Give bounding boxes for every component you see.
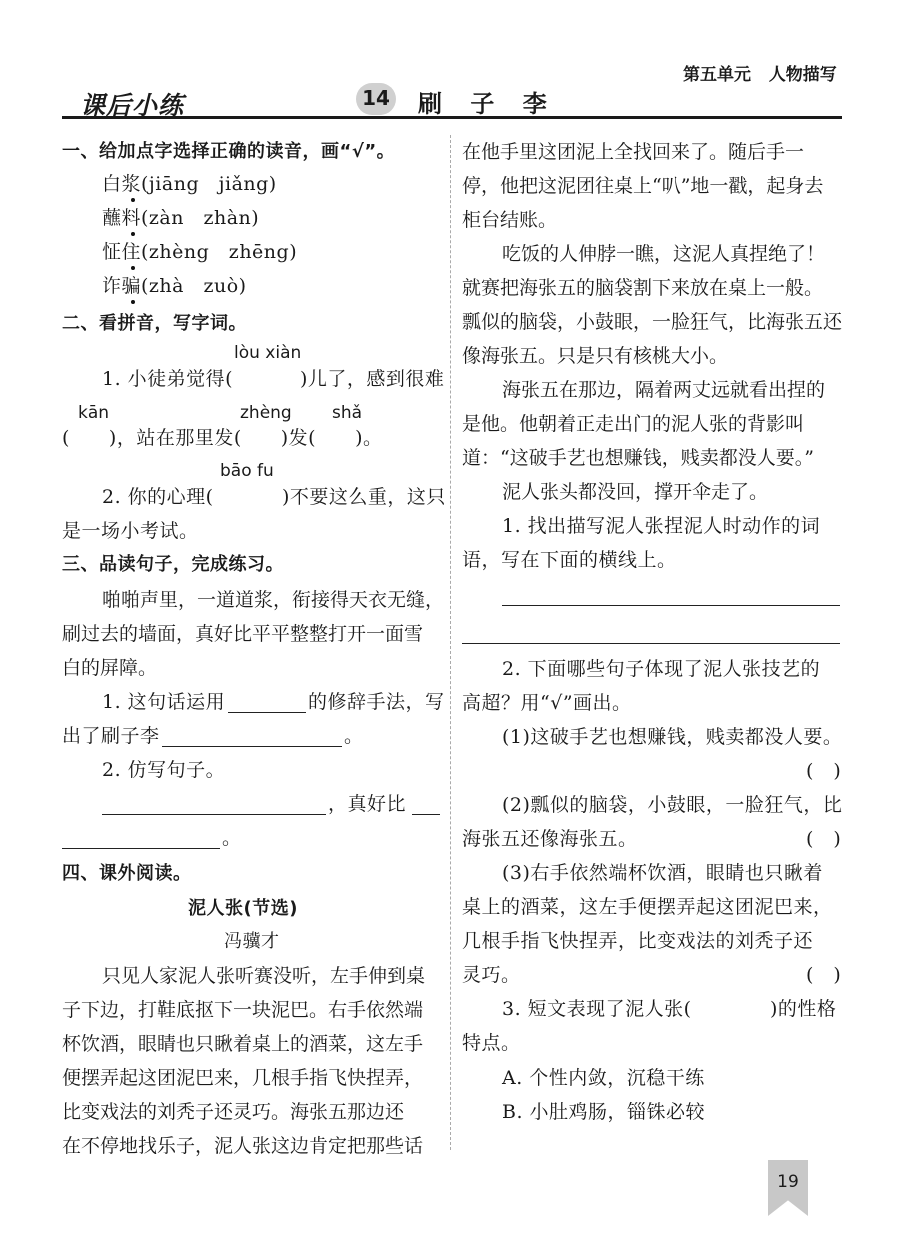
q2-title: 二、看拼音，写字词。 xyxy=(62,313,247,334)
q4-title: 四、课外阅读。 xyxy=(62,863,192,884)
choice-b[interactable]: B. 小肚鸡肠，锱铢必较 xyxy=(502,1101,706,1123)
r-opt2-paren[interactable]: ( ) xyxy=(806,828,842,850)
answer-blank[interactable] xyxy=(412,814,440,815)
q3-item1-d: 。 xyxy=(344,725,364,747)
column-divider xyxy=(450,135,451,1150)
pinyin-bao-fu: bāo fu xyxy=(220,461,274,481)
answer-line[interactable] xyxy=(502,605,840,606)
answer-line[interactable] xyxy=(462,643,840,644)
r-q3-a: 3. 短文表现了泥人张( xyxy=(502,998,692,1020)
story-author: 冯骥才 xyxy=(224,931,280,952)
story-cont-3: 柜台结账。 xyxy=(462,209,558,231)
r-q2-line-2: 高超？用“√”画出。 xyxy=(462,692,632,714)
q2-s2-b: )不要这么重，这只 xyxy=(282,486,446,508)
r-q2-line-1: 2. 下面哪些句子体现了泥人张技艺的 xyxy=(502,658,821,680)
unit-topic: 人物描写 xyxy=(768,65,837,85)
answer-blank[interactable] xyxy=(162,746,342,747)
q2-s1-c: ( )，站在那里发( )发( )。 xyxy=(62,427,383,449)
q3-item1-a: 1. 这句话运用 xyxy=(102,691,226,713)
q3-item2-mid: ，真好比 xyxy=(328,793,407,815)
unit-label xyxy=(683,60,837,85)
answer-blank[interactable] xyxy=(228,712,306,713)
emphasis-dot xyxy=(131,266,135,270)
story-cont-1: 在他手里这团泥上全找回来了。随后手一 xyxy=(462,141,805,163)
story-line-1: 只见人家泥人张听赛没听，左手伸到桌 xyxy=(102,965,426,987)
q1-item-2: 蘸料(zàn zhàn) xyxy=(102,207,260,229)
q1-item-1: 白浆(jiāng jiǎng) xyxy=(102,173,277,195)
story-line-5: 比变戏法的刘秃子还灵巧。海张五那边还 xyxy=(62,1101,405,1123)
r-opt1-paren[interactable]: ( ) xyxy=(806,760,842,782)
q2-s2-a: 2. 你的心理( xyxy=(102,486,214,508)
q3-passage-line-1: 啪啪声里，一道道浆，衔接得天衣无缝， xyxy=(102,589,445,611)
lesson-number: 14 xyxy=(362,86,390,110)
story-line-4: 便摆弄起这团泥巴来，几根手指飞快捏弄， xyxy=(62,1067,424,1089)
r-opt2-line-1: (2)瓢似的脑袋，小鼓眼，一脸狂气，比 xyxy=(502,794,843,816)
q2-s1-a: 1. 小徒弟觉得( xyxy=(102,368,234,390)
story-cont-2: 停，他把这泥团往桌上“叭”地一戳，起身去 xyxy=(462,175,824,197)
story-cont-4: 吃饭的人伸脖一瞧，这泥人真捏绝了！ xyxy=(502,243,826,265)
q1-item-4: 诈骗(zhà zuò) xyxy=(102,275,247,297)
emphasis-dot xyxy=(131,198,135,202)
r-q3-b: )的性格 xyxy=(770,998,837,1020)
q3-item1-c: 出了刷子李 xyxy=(62,725,160,747)
q2-s1-b: )儿了，感到很难 xyxy=(300,368,445,390)
q3-item1-b: 的修辞手法，写 xyxy=(308,691,445,713)
story-cont-9: 是他。他朝着正走出门的泥人张的背影叫 xyxy=(462,413,805,435)
story-cont-8: 海张五在那边，隔着两丈远就看出捏的 xyxy=(502,379,826,401)
r-opt3-line-1: (3)右手依然端杯饮酒，眼睛也只瞅着 xyxy=(502,862,823,884)
pinyin-lou-xian: lòu xiàn xyxy=(234,343,302,363)
answer-blank[interactable] xyxy=(62,848,220,849)
answer-blank[interactable] xyxy=(102,814,326,815)
emphasis-dot xyxy=(131,232,135,236)
r-opt3-line-4: 灵巧。 xyxy=(462,964,521,986)
page-number: 19 xyxy=(777,1172,799,1192)
q1-title: 一、给加点字选择正确的读音，画“√”。 xyxy=(62,141,396,162)
q3-passage-line-2: 刷过去的墙面，真好比平平整整打开一面雪 xyxy=(62,623,424,645)
story-cont-10: 道：“这破手艺也想赚钱，贱卖都没人要。” xyxy=(462,447,814,469)
story-line-2: 子下边，打鞋底抠下一块泥巴。右手依然端 xyxy=(62,999,424,1021)
r-q1-line-2: 语，写在下面的横线上。 xyxy=(462,549,677,571)
emphasis-dot xyxy=(131,300,135,304)
q2-s2-c: 是一场小考试。 xyxy=(62,520,199,542)
q3-passage-line-3: 白的屏障。 xyxy=(62,657,158,679)
story-cont-5: 就赛把海张五的脑袋割下来放在桌上一般。 xyxy=(462,277,824,299)
section-title: 课后小练 xyxy=(80,91,185,120)
pinyin-zheng: zhèng xyxy=(240,403,292,423)
choice-a[interactable]: A. 个性内敛，沉稳干练 xyxy=(502,1067,705,1089)
story-line-6: 在不停地找乐子，泥人张这边肯定把那些话 xyxy=(62,1135,424,1157)
q3-item2: 2. 仿写句子。 xyxy=(102,759,226,781)
q1-item-3: 怔住(zhèng zhēng) xyxy=(102,241,298,263)
story-title: 泥人张(节选) xyxy=(188,898,298,919)
story-cont-7: 像海张五。只是只有核桃大小。 xyxy=(462,345,729,367)
unit-name: 第五单元 xyxy=(683,65,751,85)
r-opt1: (1)这破手艺也想赚钱，贱卖都没人要。 xyxy=(502,726,843,748)
story-line-3: 杯饮酒，眼睛也只瞅着桌上的酒菜，这左手 xyxy=(62,1033,424,1055)
q3-title: 三、品读句子，完成练习。 xyxy=(62,554,284,575)
lesson-title: 刷 子 李 xyxy=(418,90,557,118)
r-q1-line-1: 1. 找出描写泥人张捏泥人时动作的词 xyxy=(502,515,821,537)
r-opt3-line-2: 桌上的酒菜，这左手便摆弄起这团泥巴来， xyxy=(462,896,833,918)
r-opt2-line-2: 海张五还像海张五。 xyxy=(462,828,638,850)
story-cont-11: 泥人张头都没回，撑开伞走了。 xyxy=(502,481,769,503)
story-cont-6: 瓢似的脑袋，小鼓眼，一脸狂气，比海张五还 xyxy=(462,311,843,333)
r-q3-c: 特点。 xyxy=(462,1032,521,1054)
r-opt3-paren[interactable]: ( ) xyxy=(806,964,842,986)
r-opt3-line-3: 几根手指飞快捏弄，比变戏法的刘秃子还 xyxy=(462,930,814,952)
q3-item2-end: 。 xyxy=(222,827,242,849)
pinyin-sha: shǎ xyxy=(332,403,363,423)
pinyin-kan: kān xyxy=(78,403,110,423)
